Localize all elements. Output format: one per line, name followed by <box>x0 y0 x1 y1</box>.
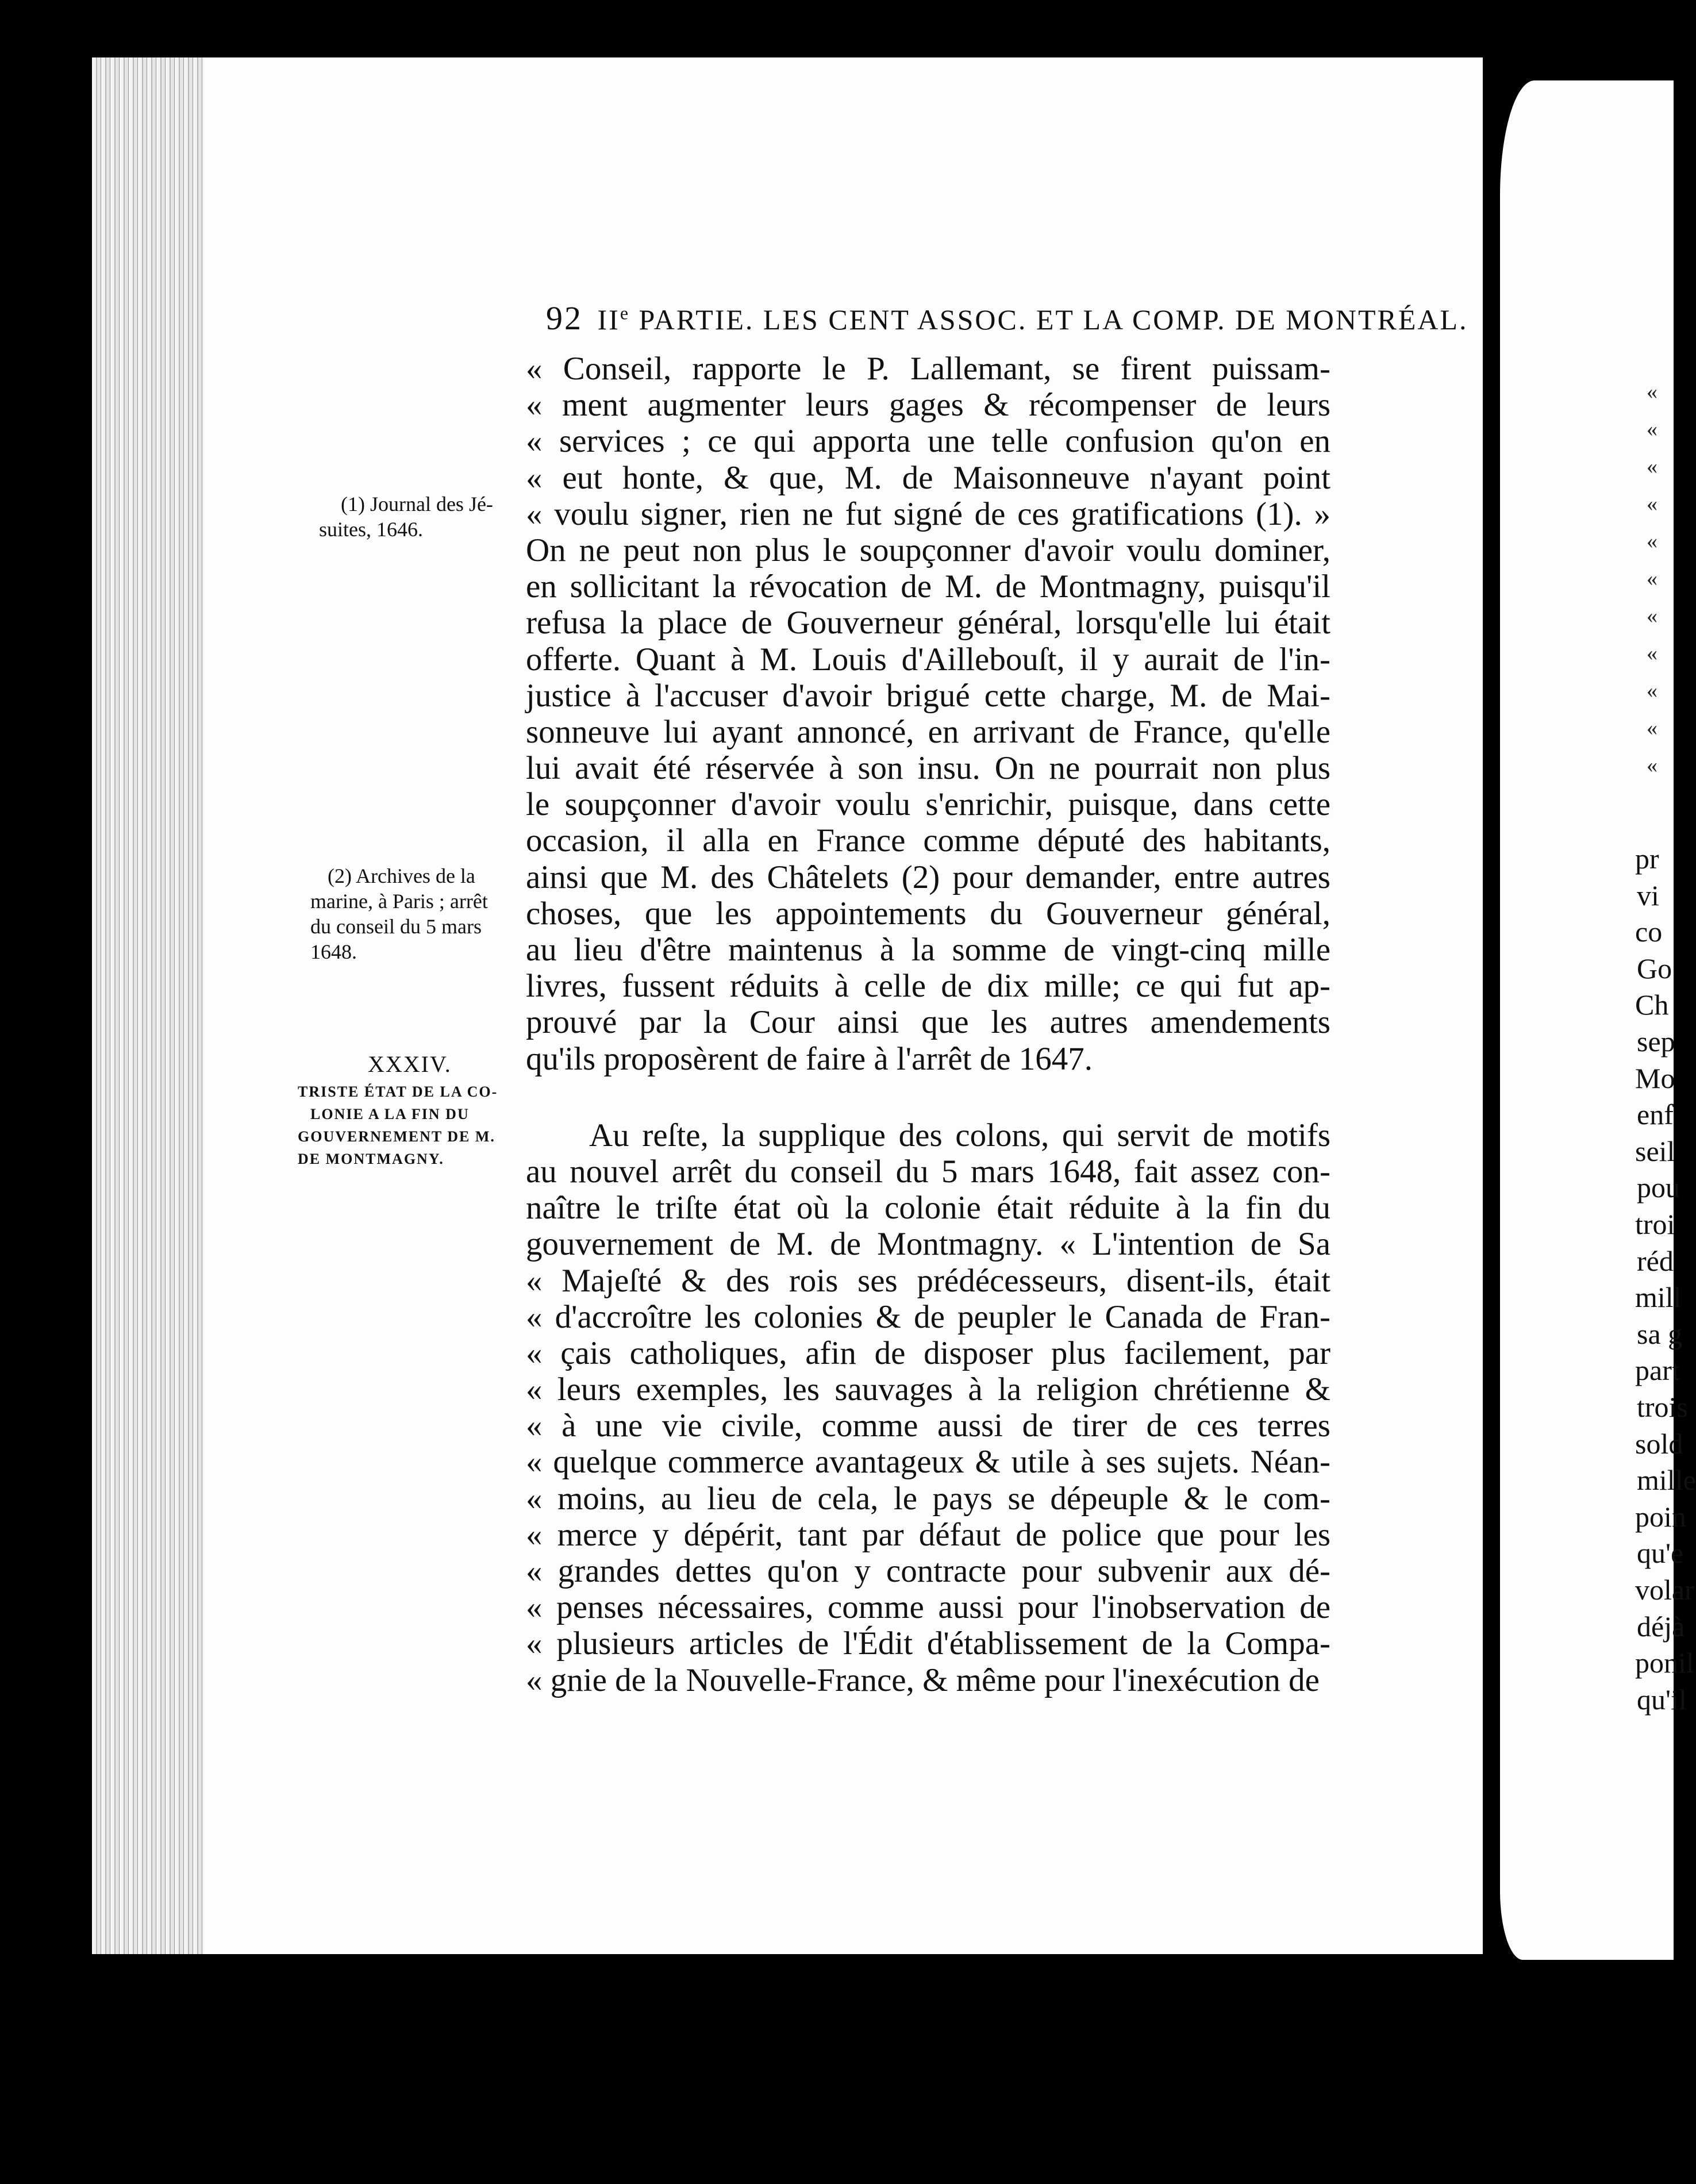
text-line: au nouvel arrêt du conseil du 5 mars 1648, fait assez con- <box>526 1153 1330 1190</box>
quote-mark: « <box>1647 679 1657 703</box>
quote-mark: « <box>1647 380 1657 404</box>
text-line: le soupçonner d'avoir voulu s'enrichir, puisque, dans cette <box>526 786 1330 823</box>
quote-mark: « <box>1647 529 1657 553</box>
word-fragment: vi <box>1637 879 1659 912</box>
text-line: « à une vie civile, comme aussi de tirer de ces terres <box>526 1408 1330 1444</box>
text-line: naître le triſte état où la colonie était réduite à la fin du <box>526 1190 1330 1226</box>
running-head <box>546 299 1468 337</box>
word-fragment: Go <box>1637 952 1672 985</box>
text-line: « penses nécessaires, comme aussi pour l'inobservation de <box>526 1589 1330 1626</box>
text-line: refusa la place de Gouverneur général, lorsqu'elle lui était <box>526 605 1330 641</box>
word-fragment: Mo <box>1635 1062 1675 1094</box>
quote-mark: « <box>1647 455 1657 479</box>
word-fragment: troi <box>1635 1208 1675 1240</box>
word-fragment: qu'e <box>1637 1537 1684 1570</box>
text-line: en sollicitant la révocation de M. de Montmagny, puisqu'il <box>526 568 1330 605</box>
text-line: livres, fussent réduits à celle de dix mille; ce qui fut ap- <box>526 968 1330 1005</box>
text-line: « quelque commerce avantageux & utile à ses sujets. Néan- <box>526 1444 1330 1481</box>
text-line: prouvé par la Cour ainsi que les autres amendements <box>526 1004 1330 1041</box>
quote-mark: « <box>1647 604 1657 628</box>
word-fragment: poin <box>1635 1500 1686 1533</box>
text-line: occasion, il alla en France comme député des habitants, <box>526 822 1330 859</box>
text-line: qu'ils proposèrent de faire à l'arrêt de 1647. <box>526 1040 1093 1077</box>
section-title-line: GOUVERNEMENT DE M. <box>298 1128 495 1145</box>
text-line: lui avait été réservée à son insu. On ne pourrait non plus <box>526 750 1330 787</box>
main-text <box>526 351 1330 1698</box>
quote-mark: « <box>1647 641 1657 666</box>
section-title-line: DE MONTMAGNY. <box>298 1151 444 1167</box>
paragraph-gap <box>526 1077 1330 1117</box>
running-title: PARTIE. LES CENT ASSOC. ET LA COMP. DE MONTRÉAL. <box>639 303 1468 336</box>
section-number: XXXIV. <box>368 1051 452 1077</box>
text-line: « leurs exemples, les sauvages à la religion chrétienne & <box>526 1371 1330 1408</box>
footnote-line: (2) Archives de la <box>328 864 475 887</box>
part-superscript: e <box>620 302 630 324</box>
book-page-edges <box>92 57 207 1954</box>
text-line: ainsi que M. des Châtelets (2) pour demander, entre autres <box>526 859 1330 895</box>
text-line: gouvernement de M. de Montmagny. « L'intention de Sa <box>526 1226 1330 1263</box>
text-line: « gnie de la Nouvelle-France, & même pour l'inexécution de <box>526 1662 1320 1698</box>
text-line: « Majeſté & des rois ses prédécesseurs, disent-ils, était <box>526 1262 1330 1299</box>
text-line: « eut honte, & que, M. de Maisonneuve n'ayant point <box>526 459 1330 496</box>
word-fragment: volar <box>1635 1574 1694 1606</box>
word-fragment: sa g <box>1637 1317 1683 1350</box>
word-fragment: pr <box>1635 843 1659 875</box>
text-line: « merce y dépérit, tant par défaut de police que pour les <box>526 1516 1330 1553</box>
word-fragment: pou <box>1637 1171 1680 1204</box>
footnote-line: du conseil du 5 mars <box>310 915 482 938</box>
text-line: On ne peut non plus le soupçonner d'avoir voulu dominer, <box>526 532 1330 568</box>
footnote-2 <box>310 863 512 964</box>
word-fragment: réd <box>1637 1244 1674 1277</box>
text-line: « çais catholiques, afin de disposer plus facilement, par <box>526 1335 1330 1371</box>
section-title <box>298 1081 510 1170</box>
quote-mark: « <box>1647 753 1657 778</box>
text-line: « voulu signer, rien ne fut signé de ces gratifications (1). » <box>526 495 1330 532</box>
word-fragment: co <box>1635 916 1663 948</box>
quote-mark: « <box>1647 716 1657 740</box>
text-line: choses, que les appointements du Gouverneur général, <box>526 895 1330 932</box>
word-fragment: seil <box>1635 1135 1675 1167</box>
page-number: 92 <box>546 299 583 337</box>
text-line: justice à l'accuser d'avoir brigué cette charge, M. de Mai- <box>526 677 1330 714</box>
word-fragment: déjà <box>1637 1610 1685 1643</box>
section-title-line: LONIE A LA FIN DU <box>310 1106 470 1122</box>
text-line: « ment augmenter leurs gages & récompenser de leurs <box>526 387 1330 424</box>
quote-mark: « <box>1647 417 1657 441</box>
part-number: II <box>597 303 620 336</box>
text-line: au lieu d'être maintenus à la somme de vingt-cinq mille <box>526 932 1330 968</box>
footnote-line: marine, à Paris ; arrêt <box>310 890 488 913</box>
quote-mark: « <box>1647 567 1657 591</box>
word-fragment: qu'il <box>1637 1683 1687 1716</box>
text-line: « grandes dettes qu'on y contracte pour subvenir aux dé- <box>526 1553 1330 1589</box>
text-line: « services ; ce qui apporta une telle confusion qu'on en <box>526 423 1330 460</box>
word-fragment: sep <box>1637 1025 1675 1058</box>
text-line: offerte. Quant à M. Louis d'Aillebouſt, il y aurait de l'in- <box>526 641 1330 678</box>
word-fragment: enf <box>1637 1098 1674 1131</box>
text-line: « d'accroître les colonies & de peupler le Canada de Fran- <box>526 1298 1330 1335</box>
word-fragment: part <box>1635 1354 1680 1387</box>
footnote-line: (1) Journal des Jé- <box>341 493 493 516</box>
footnote-1 <box>319 491 503 542</box>
section-title-line: TRISTE ÉTAT DE LA CO- <box>298 1083 498 1100</box>
text-line: « moins, au lieu de cela, le pays se dépeuple & le com- <box>526 1480 1330 1517</box>
word-fragment: ponil <box>1635 1647 1694 1679</box>
text-line: « Conseil, rapporte le P. Lallemant, se firent puissam- <box>526 351 1330 387</box>
footnote-line: suites, 1646. <box>319 518 424 541</box>
word-fragment: Ch <box>1635 989 1669 1021</box>
word-fragment: trois <box>1637 1391 1688 1423</box>
text-line: « plusieurs articles de l'Édit d'établissement de la Compa- <box>526 1625 1330 1662</box>
text-line: sonneuve lui ayant annoncé, en arrivant de France, qu'elle <box>526 713 1330 750</box>
word-fragment: mill <box>1635 1281 1682 1314</box>
text-line: Au reſte, la supplique des colons, qui servit de motifs <box>589 1117 1330 1153</box>
word-fragment: mille <box>1637 1464 1696 1497</box>
quote-mark: « <box>1647 492 1657 516</box>
footnote-line: 1648. <box>310 940 357 963</box>
word-fragment: sold <box>1635 1427 1683 1460</box>
